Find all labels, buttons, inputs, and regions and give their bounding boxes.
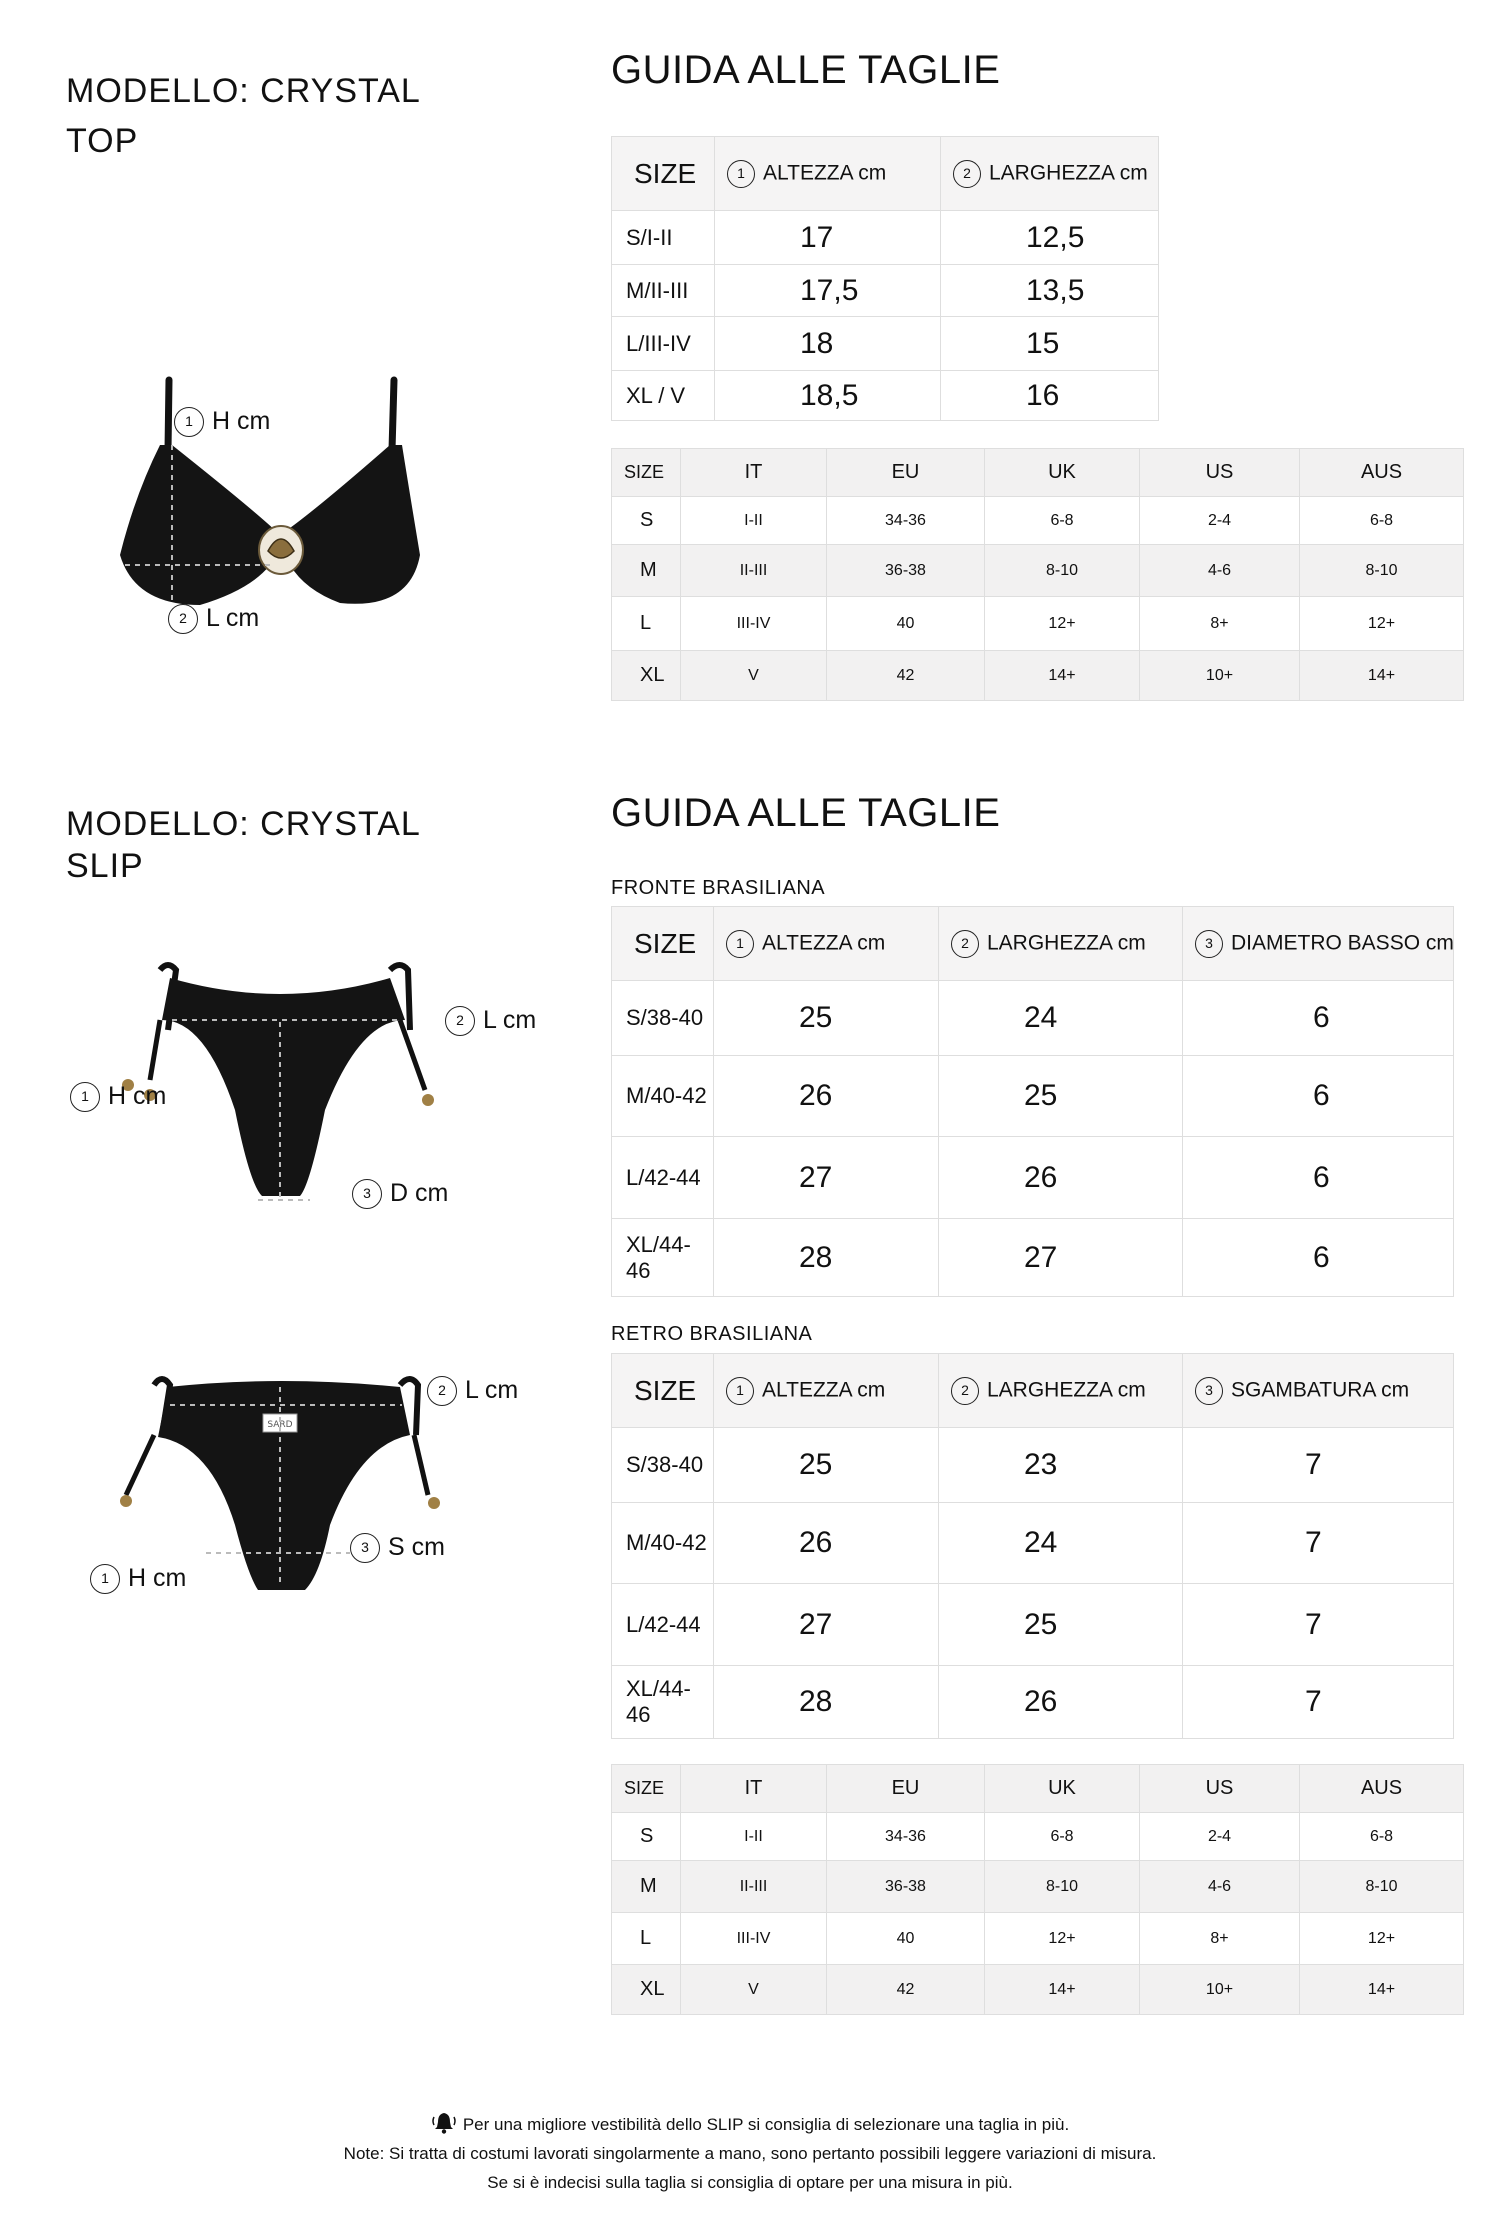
- number-3-icon: 3: [350, 1533, 380, 1563]
- table-row: L III-IV 40 12+ 8+ 12+: [612, 1913, 1464, 1965]
- slip-model-line1: MODELLO: CRYSTAL: [66, 805, 421, 843]
- top-measurements-table: [611, 136, 1159, 421]
- slip-front-width-label: 2 L cm: [445, 1006, 536, 1036]
- larghezza-header: 2 LARGHEZZA cm: [939, 907, 1183, 981]
- slip-front-diameter-label: 3 D cm: [352, 1179, 448, 1209]
- table-row: M/40-42 26 24 7: [612, 1503, 1454, 1584]
- slip-back-height-label: 1 H cm: [90, 1564, 186, 1594]
- larghezza-header: 2 LARGHEZZA cm: [941, 137, 1159, 211]
- number-3-icon: 3: [1195, 930, 1223, 958]
- number-1-icon: 1: [726, 930, 754, 958]
- number-1-icon: 1: [727, 160, 755, 188]
- slip-model-line2: SLIP: [66, 847, 144, 885]
- number-2-icon: 2: [445, 1006, 475, 1036]
- altezza-header: 1 ALTEZZA cm: [714, 1354, 939, 1428]
- slip-back-width-label: 2 L cm: [427, 1376, 518, 1406]
- number-2-icon: 2: [427, 1376, 457, 1406]
- table-row: S/I-II 17 12,5: [612, 211, 1159, 265]
- table-row: XL/44-46 28 26 7: [612, 1666, 1454, 1739]
- top-size-conversion-table: [611, 448, 1464, 701]
- number-3-icon: 3: [352, 1179, 382, 1209]
- sgambatura-header: 3 SGAMBATURA cm: [1183, 1354, 1454, 1428]
- size-header: SIZE: [612, 1354, 714, 1428]
- table-row: M/40-42 26 25 6: [612, 1056, 1454, 1137]
- slip-size-conversion-table: [611, 1764, 1464, 2015]
- table-header-row: SIZE IT EU UK US AUS: [612, 1765, 1464, 1813]
- note-line-3: Se si è indecisi sulla taglia si consiglia di optare per una misura in più.: [487, 2173, 1013, 2192]
- table-header-row: [612, 137, 1159, 211]
- top-model-line2: TOP: [66, 122, 139, 160]
- altezza-header: 1 ALTEZZA cm: [714, 907, 939, 981]
- table-row: XL / V 18,5 16: [612, 371, 1159, 421]
- note-prefix: Note:: [343, 2144, 385, 2163]
- note-line-1: Per una migliore vestibilità dello SLIP si consiglia di selezionare una taglia in più.: [0, 2110, 1500, 2139]
- brand-tag-text: SARD: [267, 1420, 293, 1430]
- number-1-icon: 1: [90, 1564, 120, 1594]
- table-header-row: SIZE IT EU UK US AUS: [612, 449, 1464, 497]
- bikini-top-illustration: [110, 375, 440, 620]
- table-row: S I-II 34-36 6-8 2-4 6-8: [612, 497, 1464, 545]
- number-2-icon: 2: [953, 160, 981, 188]
- larghezza-header: 2 LARGHEZZA cm: [939, 1354, 1183, 1428]
- bell-icon: [431, 2111, 457, 2135]
- footer-notes: [0, 2110, 1500, 2197]
- slip-back-measurements-table: [611, 1353, 1454, 1739]
- table-row: S I-II 34-36 6-8 2-4 6-8: [612, 1813, 1464, 1861]
- top-guide-title: GUIDA ALLE TAGLIE: [611, 48, 1001, 92]
- back-section-label: RETRO BRASILIANA: [611, 1323, 813, 1345]
- table-row: M/II-III 17,5 13,5: [612, 265, 1159, 317]
- number-2-icon: 2: [951, 1377, 979, 1405]
- number-2-icon: 2: [951, 930, 979, 958]
- table-header-row: [612, 1354, 1454, 1428]
- table-row: L III-IV 40 12+ 8+ 12+: [612, 597, 1464, 651]
- table-row: S/38-40 25 23 7: [612, 1428, 1454, 1503]
- table-row: XL V 42 14+ 10+ 14+: [612, 651, 1464, 701]
- altezza-header: 1 ALTEZZA cm: [715, 137, 941, 211]
- size-header: SIZE: [612, 907, 714, 981]
- diametro-header: 3 DIAMETRO BASSO cm: [1183, 907, 1454, 981]
- number-1-icon: 1: [70, 1082, 100, 1112]
- number-1-icon: 1: [726, 1377, 754, 1405]
- number-1-icon: 1: [174, 407, 204, 437]
- slip-front-measurements-table: [611, 906, 1454, 1297]
- slip-front-height-label: 1 H cm: [70, 1082, 166, 1112]
- table-row: M II-III 36-38 8-10 4-6 8-10: [612, 1861, 1464, 1913]
- number-3-icon: 3: [1195, 1377, 1223, 1405]
- top-width-label: 2 L cm: [168, 604, 259, 634]
- table-row: L/42-44 27 25 7: [612, 1584, 1454, 1666]
- table-row: XL/44-46 28 27 6: [612, 1219, 1454, 1297]
- slip-guide-title: GUIDA ALLE TAGLIE: [611, 791, 1001, 835]
- table-row: M II-III 36-38 8-10 4-6 8-10: [612, 545, 1464, 597]
- size-header: SIZE: [612, 137, 715, 211]
- number-2-icon: 2: [168, 604, 198, 634]
- table-row: XL V 42 14+ 10+ 14+: [612, 1965, 1464, 2015]
- table-row: L/III-IV 18 15: [612, 317, 1159, 371]
- slip-back-leg-label: 3 S cm: [350, 1533, 445, 1563]
- table-row: S/38-40 25 24 6: [612, 981, 1454, 1056]
- top-model-title: [66, 66, 421, 166]
- slip-model-title: [66, 803, 421, 887]
- table-row: L/42-44 27 26 6: [612, 1137, 1454, 1219]
- table-header-row: [612, 907, 1454, 981]
- note-line-2: Note: Si tratta di costumi lavorati singolarmente a mano, sono pertanto possibili leggere variazioni di misura.: [343, 2144, 1157, 2163]
- top-height-label: 1 H cm: [174, 407, 270, 437]
- front-section-label: FRONTE BRASILIANA: [611, 877, 826, 899]
- top-model-line1: MODELLO: CRYSTAL: [66, 72, 421, 110]
